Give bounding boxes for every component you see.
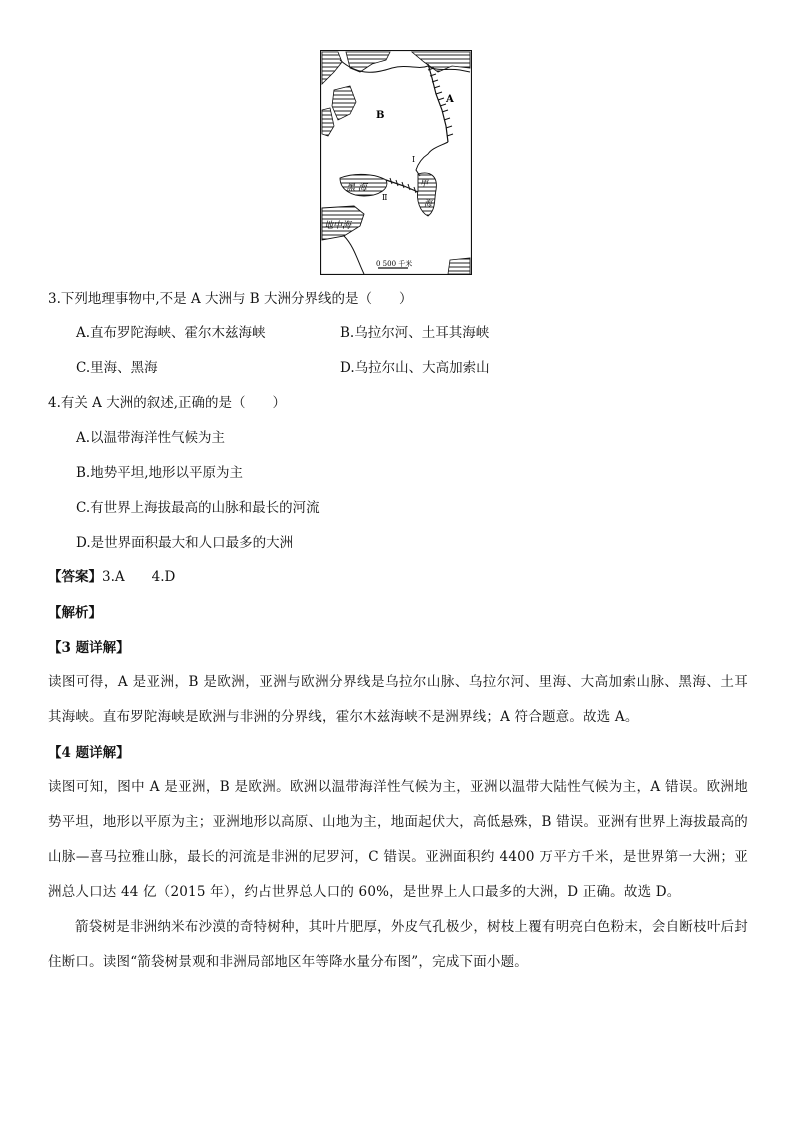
detail-3-title: 【3 题详解】 [48, 640, 130, 656]
answer-line [48, 567, 175, 587]
detail-3-body: 读图可得，A 是亚洲，B 是欧洲，亚洲与欧洲分界线是乌拉尔山脉、乌拉尔河、里海、大高加索山脉、黑海、土耳其海峡。直布罗陀海峡是欧洲与非洲的分界线，霍尔木兹海峡不是洲界线；A 符合题意。故选 A。 [48, 674, 748, 725]
label-jia: 甲 [420, 179, 428, 188]
answer-text: 3.A 4.D [102, 569, 176, 585]
label-caspian: 海 [424, 199, 432, 208]
q4-option-c: C.有世界上海拔最高的山脉和最长的河流 [76, 500, 320, 516]
q3-option-c: C.里海、黑海 [76, 360, 158, 376]
map-frame [321, 51, 472, 275]
label-i: Ⅰ [412, 155, 416, 164]
label-b: B [376, 110, 385, 121]
q3-option-b: B.乌拉尔河、土耳其海峡 [340, 325, 490, 341]
intro-paragraph: 箭袋树是非洲纳米布沙漠的奇特树种，其叶片肥厚，外皮气孔极少，树枝上覆有明亮白色粉末，会自断枝叶后封住断口。读图“箭袋树景观和非洲局部地区年等降水量分布图”，完成下面小题。 [48, 919, 748, 970]
label-ii: Ⅱ [382, 193, 388, 202]
gulf-area [448, 258, 470, 274]
scale-label: 0 500 千米 [376, 260, 413, 268]
q4-option-d: D.是世界面积最大和人口最多的大洲 [76, 535, 294, 551]
q4-option-b: B.地势平坦,地形以平原为主 [76, 465, 244, 481]
detail-4-body: 读图可知，图中 A 是亚洲，B 是欧洲。欧洲以温带海洋性气候为主，亚洲以温带大陆性气候为主，A 错误。欧洲地势平坦，地形以平原为主；亚洲地形以高原、山地为主，地面起伏大，高低悬殊，B 错误。亚洲有世界上海拔最高的山脉—喜马拉雅山脉，最长的河流是非洲的尼罗河，C 错误。亚洲面积约 4400 万平方千米，是世界第一大洲；亚洲总人口达 44 亿（2015 年），约占世界总人口的 60%，是世界上人口最多的大洲，D 正确。故选 D。 [48, 779, 748, 900]
q3-option-d: D.乌拉尔山、大高加索山 [340, 360, 490, 376]
detail-4-title: 【4 题详解】 [48, 745, 130, 761]
map-figure [320, 50, 472, 275]
q3-stem: 3.下列地理事物中,不是 A 大洲与 B 大洲分界线的是（ ） [48, 291, 413, 307]
analysis-heading: 【解析】 [48, 605, 102, 621]
q4-stem: 4.有关 A 大洲的叙述,正确的是（ ） [48, 395, 287, 411]
label-a: A [446, 94, 454, 105]
label-mediterranean: 地中海 [324, 221, 352, 231]
q3-option-a: A.直布罗陀海峡、霍尔木兹海峡 [76, 325, 266, 341]
q4-option-a: A.以温带海洋性气候为主 [76, 430, 226, 446]
answer-label: 【答案】 [48, 569, 102, 585]
label-black-sea: 黑 海 [346, 183, 367, 193]
